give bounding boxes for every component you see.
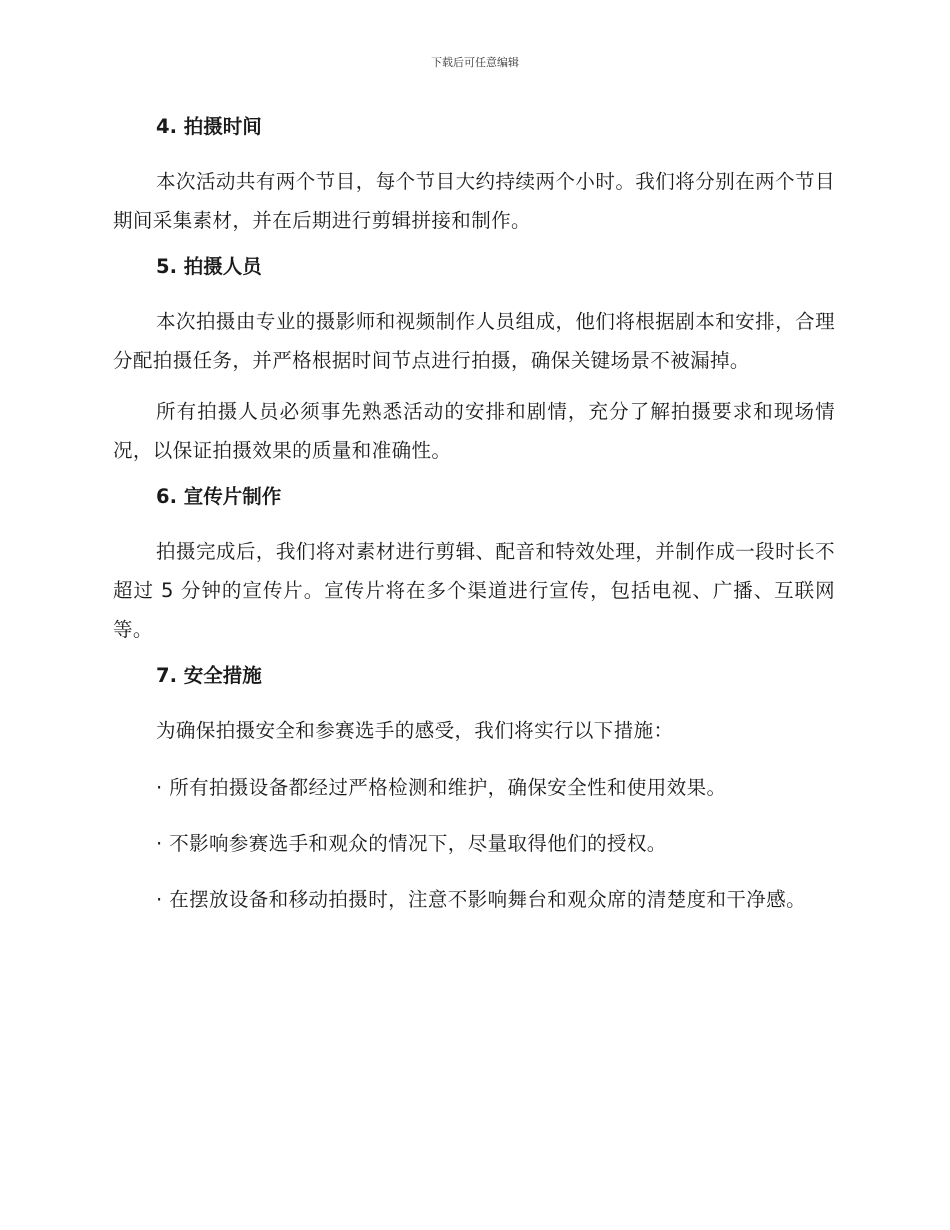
document-body: [113, 112, 835, 936]
paragraph: 为确保拍摄安全和参赛选手的感受，我们将实行以下措施：: [156, 719, 674, 742]
section-shooting-time: [113, 112, 835, 240]
section-safety-measures: [113, 661, 835, 919]
page-header: 下载后可任意编辑: [431, 56, 519, 69]
paragraph: 本次活动共有两个节目，每个节目大约持续两个小时。我们将分别在两个节目期间采集素材，并在后期进行剪辑拼接和制作。: [113, 170, 835, 232]
section-promo-production: [113, 482, 835, 649]
section-heading: 7. 安全措施: [156, 664, 262, 687]
section-heading: 6. 宣传片制作: [156, 485, 282, 508]
bullet-item: · 所有拍摄设备都经过严格检测和维护，确保安全性和使用效果。: [156, 776, 727, 799]
section-heading: 5. 拍摄人员: [156, 255, 262, 278]
bullet-item: · 在摆放设备和移动拍摄时，注意不影响舞台和观众席的清楚度和干净感。: [156, 888, 806, 911]
paragraph: 本次拍摄由专业的摄影师和视频制作人员组成，他们将根据剧本和安排，合理分配拍摄任务，并严格根据时间节点进行拍摄，确保关键场景不被漏掉。: [113, 310, 835, 372]
paragraph: 所有拍摄人员必须事先熟悉活动的安排和剧情，充分了解拍摄要求和现场情况，以保证拍摄效果的质量和准确性。: [113, 400, 835, 462]
bullet-item: · 不影响参赛选手和观众的情况下，尽量取得他们的授权。: [156, 832, 667, 855]
section-heading: 4. 拍摄时间: [156, 115, 262, 138]
paragraph: 拍摄完成后，我们将对素材进行剪辑、配音和特效处理，并制作成一段时长不超过 5 分钟的宣传片。宣传片将在多个渠道进行宣传，包括电视、广播、互联网等。: [113, 540, 835, 641]
section-shooting-staff: [113, 252, 835, 470]
